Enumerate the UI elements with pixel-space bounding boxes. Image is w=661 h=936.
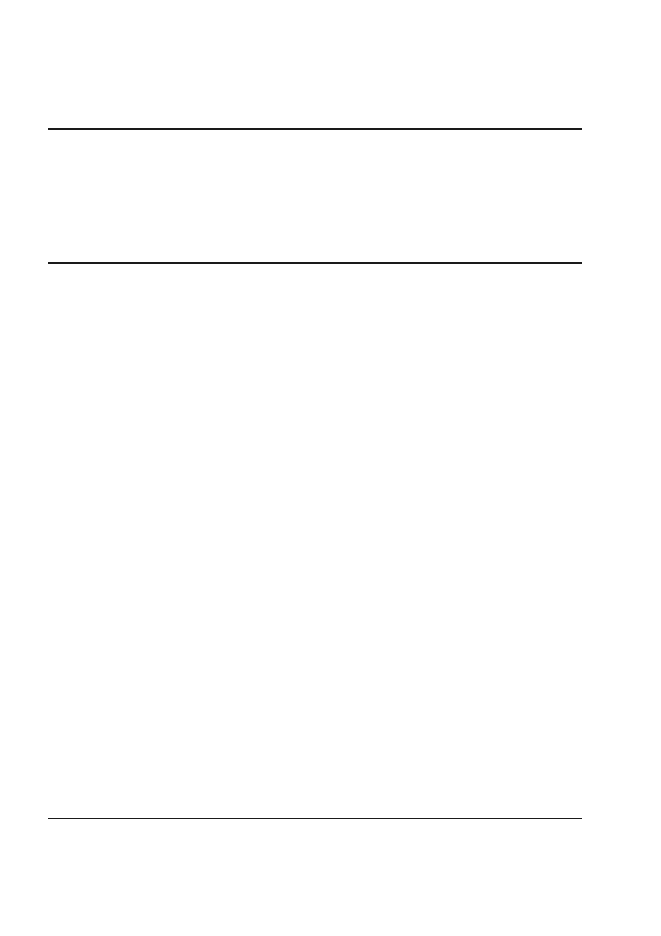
top-rule — [48, 128, 582, 130]
section-4-heading — [75, 606, 83, 621]
title-rule — [48, 262, 582, 264]
section-1-heading — [75, 336, 83, 351]
section-3-heading — [75, 552, 83, 567]
footer-rule — [48, 818, 582, 819]
section-2-heading — [75, 460, 83, 475]
